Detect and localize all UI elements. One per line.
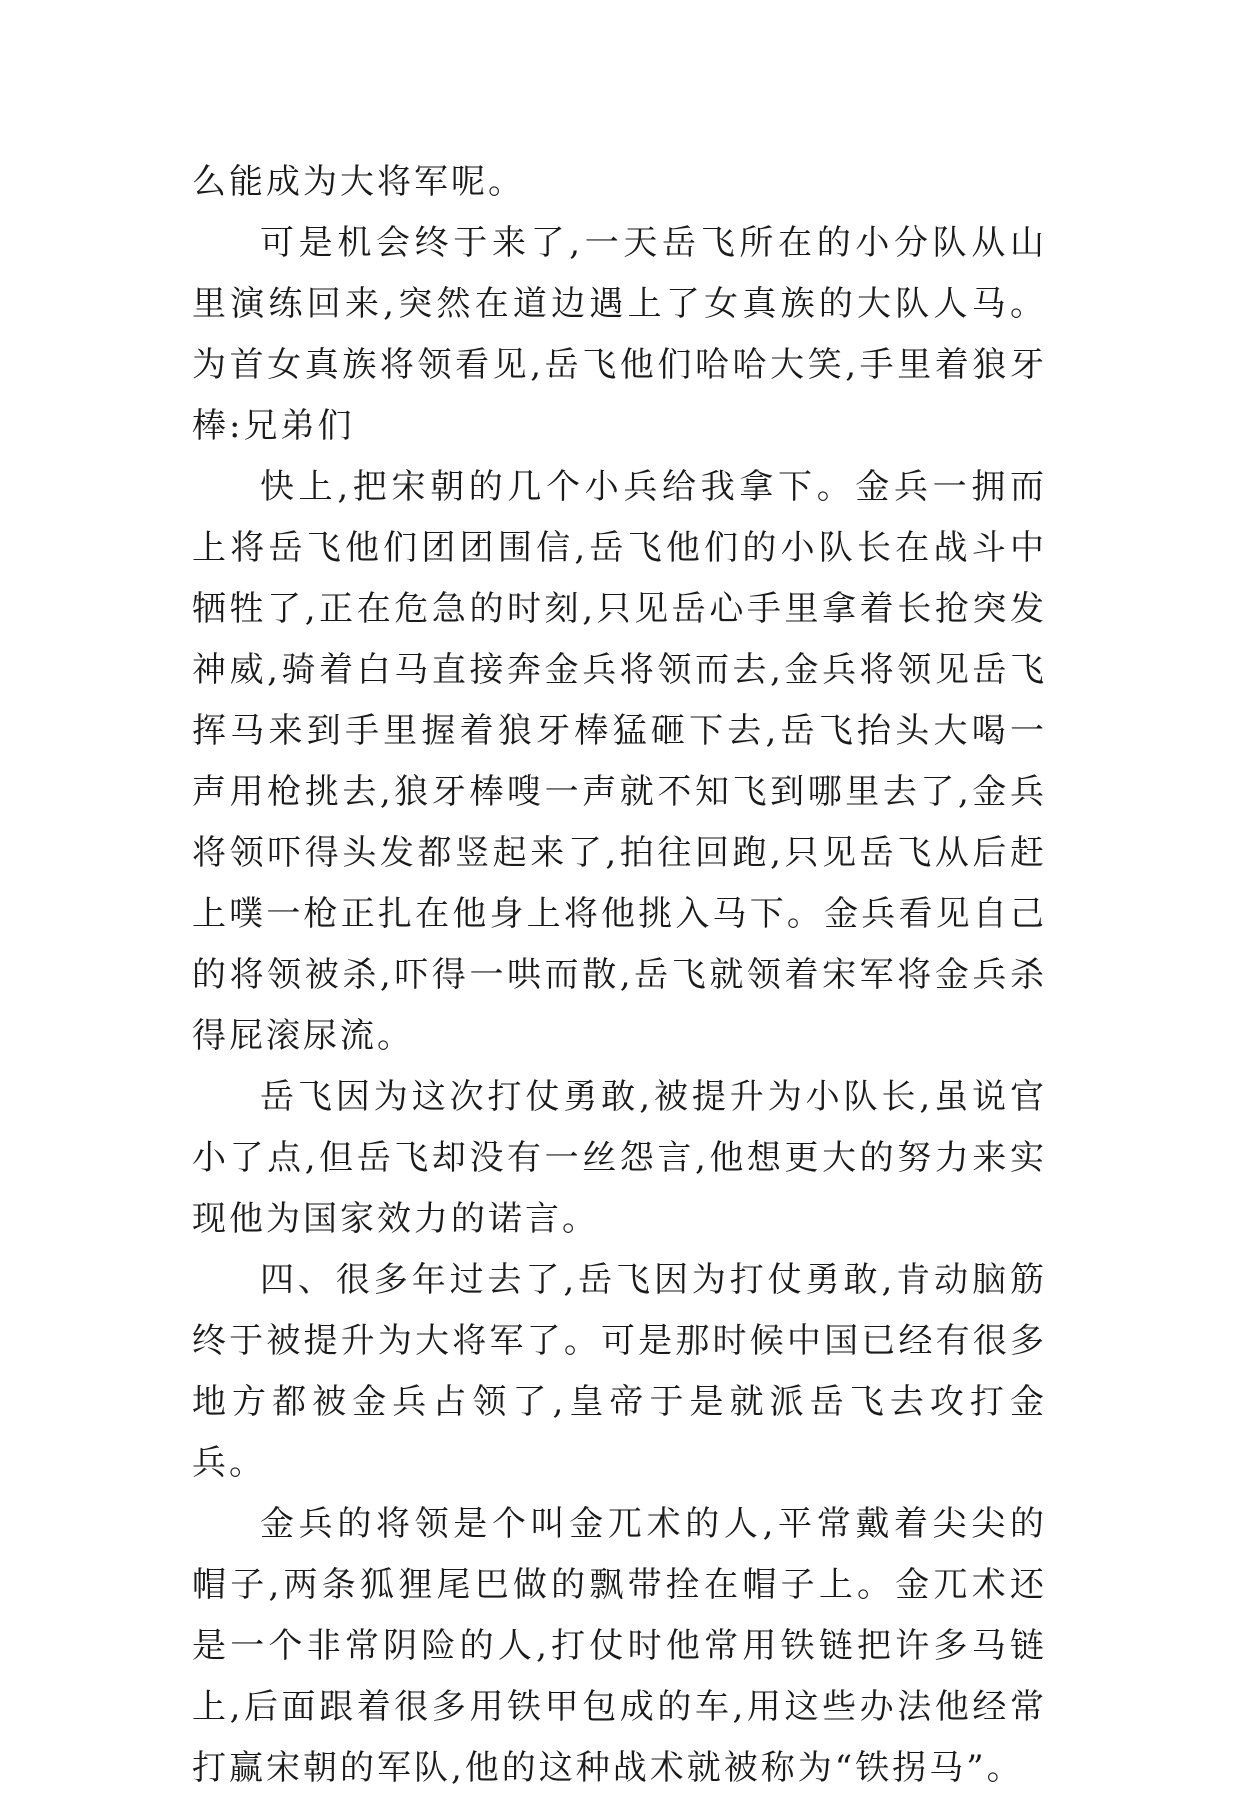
paragraph-1: 么能成为大将军呢。 — [192, 162, 525, 202]
paragraph-2: 可是机会终于来了,一天岳飞所在的小分队从山里演练回来,突然在道边遇上了女真族的大队人马。为首女真族将领看见,岳飞他们哈哈大笑,手里着狼牙棒:兄弟们 — [192, 223, 1047, 446]
paragraph-5: 四、很多年过去了,岳飞因为打仗勇敢,肯动脑筋终于被提升为大将军了。可是那时候中国已经有很多地方都被金兵占领了,皇帝于是就派岳飞去攻打金兵。 — [192, 1260, 1047, 1483]
document-page — [192, 152, 1047, 1799]
paragraph-6: 金兵的将领是个叫金兀术的人,平常戴着尖尖的帽子,两条狐狸尾巴做的飘带拴在帽子上。金兀术还是一个非常阴险的人,打仗时他常用铁链把许多马链上,后面跟着很多用铁甲包成的车,用这些办法他经常打赢宋朝的军队,他的这种战术就被称为“铁拐马”。 — [192, 1504, 1047, 1788]
paragraph-3: 快上,把宋朝的几个小兵给我拿下。金兵一拥而上将岳飞他们团团围信,岳飞他们的小队长在战斗中牺牲了,正在危急的时刻,只见岳心手里拿着长抢突发神威,骑着白马直接奔金兵将领而去,金兵将领见岳飞挥马来到手里握着狼牙棒猛砸下去,岳飞抬头大喝一声用枪挑去,狼牙棒嗖一声就不知飞到哪里去了,金兵将领吓得头发都竖起来了,拍往回跑,只见岳飞从后赶上噗一枪正扎在他身上将他挑入马下。金兵看见自己的将领被杀,吓得一哄而散,岳飞就领着宋军将金兵杀得屁滚尿流。 — [192, 467, 1047, 1056]
paragraph-4: 岳飞因为这次打仗勇敢,被提升为小队长,虽说官小了点,但岳飞却没有一丝怨言,他想更大的努力来实现他为国家效力的诺言。 — [192, 1077, 1047, 1239]
